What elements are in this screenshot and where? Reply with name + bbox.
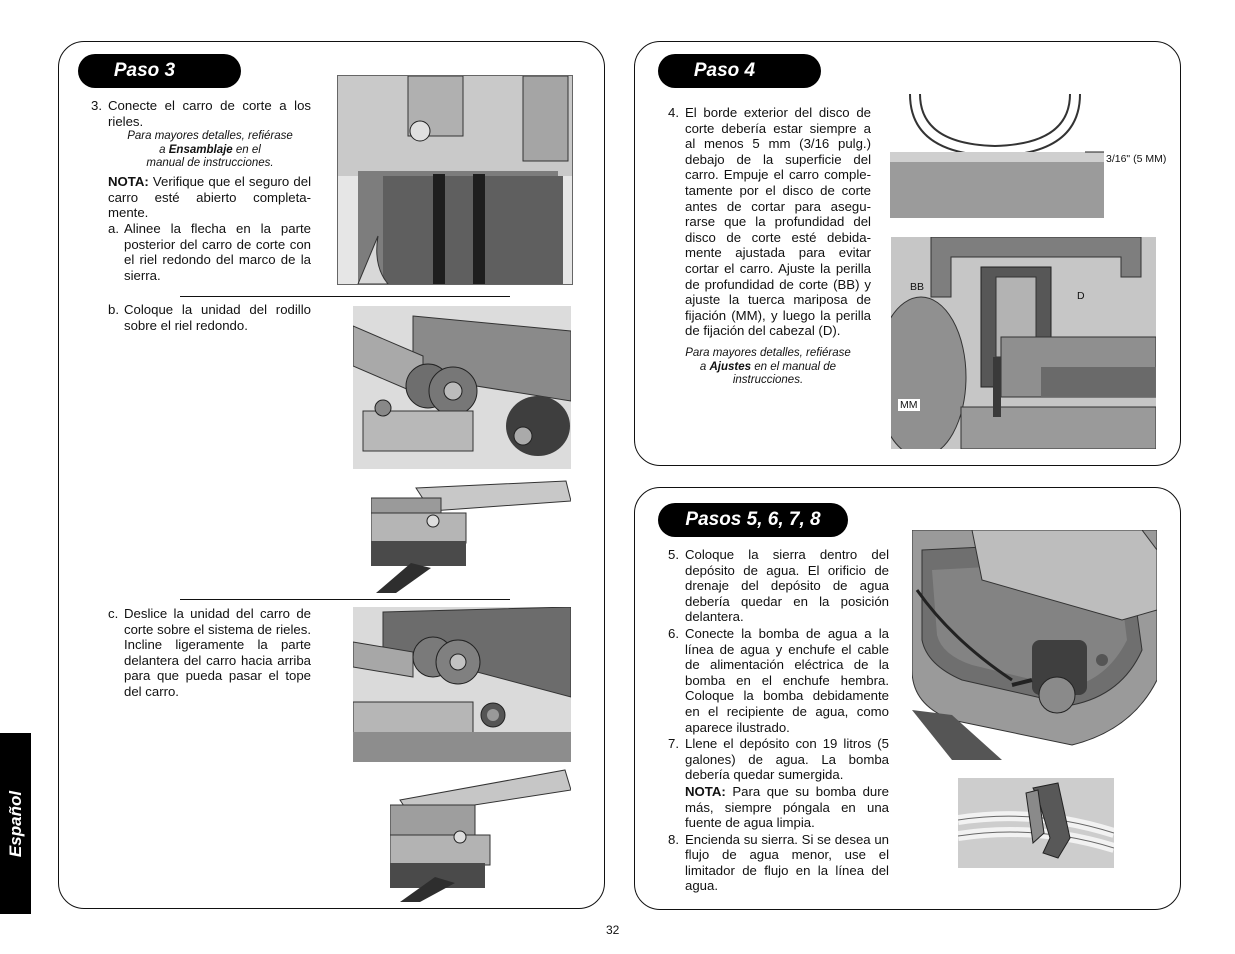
step7-nota xyxy=(668,784,889,831)
ensamblaje-ref: Ensamblaje xyxy=(168,143,233,156)
step3-text: Conecte el carro de corte a los rieles. xyxy=(108,98,311,129)
d-label: D xyxy=(1077,290,1085,302)
paso4-step4 xyxy=(668,105,871,339)
divider-2 xyxy=(180,599,510,600)
step7-text: Llene el depósito con 19 litros (5 galones) de agua. La bomba debería quedar sumergida. xyxy=(685,736,889,783)
figure-water-tray-pump xyxy=(912,530,1157,760)
paso3-nota xyxy=(108,174,311,221)
language-tab xyxy=(0,733,31,914)
paso4-ref-line3: instrucciones. xyxy=(732,374,804,387)
paso3-ref-line2: a Ensamblaje en el xyxy=(159,143,261,156)
paso3-step-b xyxy=(108,302,311,333)
step-c-text: Deslice la unidad del carro de corte sobre el sistema de rieles. Incline ligeramente la parte delantera del carro hacia arriba para que pueda pasar el tope del carro. xyxy=(124,606,311,699)
paso3-title: Paso 3 xyxy=(78,54,241,88)
step-b-label: b. xyxy=(108,302,119,317)
step5-text: Coloque la sierra dentro del depósito de agua. El orificio de drenaje del depósito de agua debería quedar en la posición delantera. xyxy=(685,547,889,625)
step-b-text: Coloque la unidad del rodillo sobre el riel redondo. xyxy=(124,302,311,333)
figure-roller-unit xyxy=(353,306,571,469)
bb-label: BB xyxy=(910,281,925,293)
step3-number: 3. xyxy=(91,98,102,113)
step8: 8. Encienda su sierra. Si se desea un flujo de agua menor, use el limitador de flujo en la línea del agua. xyxy=(668,831,889,894)
paso3-reference xyxy=(100,130,320,171)
paso3-ref-line1: Para mayores detalles, refiérase xyxy=(127,130,293,142)
step7-nota-text: Para que su bomba dure más, siempre póngala en una fuente de agua limpia. xyxy=(685,783,889,831)
ajustes-ref: Ajustes xyxy=(709,360,752,373)
step-a-text: Alinee la flecha en la parte posterior del carro de corte con el riel redondo del marco de la sierra. xyxy=(124,221,311,283)
step7: 7. Llene el depósito con 19 litros (5 galones) de agua. La bomba debería quedar sumergida. xyxy=(668,736,889,783)
step-c-label: c. xyxy=(108,606,119,621)
paso3-step3 xyxy=(91,98,311,129)
paso4-ref-line2: a Ajustes en el manual de xyxy=(699,360,837,373)
paso3-ref-line3: manual de instrucciones. xyxy=(146,157,274,170)
nota-label: NOTA: xyxy=(108,174,149,189)
step4-text: El borde exterior del disco de corte debería estar siempre a al menos 5 mm (3/16 pulg.) debajo de la superficie del carro. Empuje el carro comple-tamente por el disco de corte antes de cortar para asegu-rarse que la profundidad del disco de corte esté debida-mente ajustada para evitar cortar el carro. Ajuste la perilla de profundidad de corte (BB) y ajuste la tuerca mariposa de fijación (MM), y luego la perilla de fijación del cabezal (D). xyxy=(685,105,871,339)
depth-label: 3/16" (5 MM) xyxy=(1106,153,1167,165)
nota-text: Verifique que el seguro del carro esté abierto completa-mente. xyxy=(108,174,311,221)
paso3-step-c xyxy=(108,606,311,700)
figure-flow-limiter xyxy=(958,778,1114,868)
pasos5678-steps xyxy=(668,547,889,895)
step5: 5. Coloque la sierra dentro del depósito de agua. El orificio de drenaje del depósito de agua debería quedar en la posición delantera. xyxy=(668,547,889,625)
step6-text: Conecte la bomba de agua a la línea de agua y enchufe el cable de alimentación eléctrica de la bomba en el enchufe hembra. Coloque la bomba debidamente en el recipiente de agua, como aparece ilustrado. xyxy=(685,625,889,735)
language-tab-label: Español xyxy=(5,790,25,857)
step-a-label: a. xyxy=(108,221,119,236)
paso4-ref-line1: Para mayores detalles, refiérase xyxy=(685,347,851,359)
paso4-title: Paso 4 xyxy=(658,54,821,88)
figure-depth-knobs xyxy=(891,237,1156,449)
figure-carriage-slide xyxy=(353,607,571,762)
divider-1 xyxy=(180,296,510,297)
pasos5678-title: Pasos 5, 6, 7, 8 xyxy=(658,503,848,537)
mm-label: MM xyxy=(900,399,918,411)
page-number: 32 xyxy=(606,923,620,937)
figure-carriage-rail xyxy=(337,75,573,285)
step6: 6. Conecte la bomba de agua a la línea de agua y enchufe el cable de alimentación eléctrica de la bomba en el enchufe hembra. Coloque la bomba debidamente en el recipiente de agua, como aparece ilustrado. xyxy=(668,625,889,735)
figure-carriage-side xyxy=(390,765,571,902)
paso4-reference xyxy=(668,347,868,388)
step7-nota-label: NOTA: xyxy=(685,783,726,799)
step8-text: Encienda su sierra. Si se desea un flujo de agua menor, use el limitador de flujo en la línea del agua. xyxy=(685,831,889,894)
figure-roller-side xyxy=(371,473,571,593)
step4-number: 4. xyxy=(668,105,679,120)
paso3-step-a xyxy=(108,221,311,283)
figure-blade-depth xyxy=(890,94,1104,218)
